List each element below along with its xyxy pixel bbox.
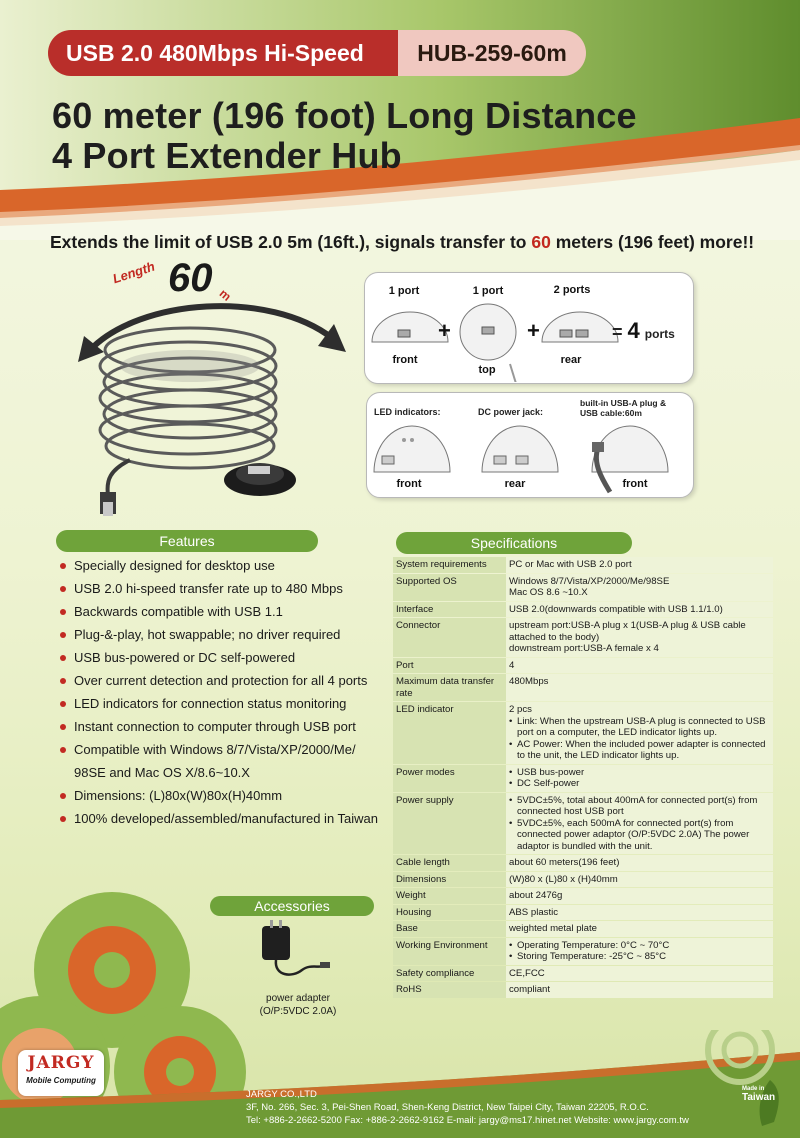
spec-value-line: downstream port:USB-A female x 4: [509, 643, 659, 654]
power-adapter-image: [252, 920, 332, 984]
spec-value: [506, 921, 773, 937]
spec-value: [506, 793, 773, 855]
spec-row: [393, 793, 773, 855]
spec-value-line: compliant: [509, 984, 551, 995]
product-line-badge: USB 2.0 480Mbps Hi-Speed: [48, 30, 400, 76]
title-line-1: 60 meter (196 foot) Long Distance: [52, 95, 637, 136]
spec-row: [393, 618, 773, 657]
jargy-logo: [18, 1050, 104, 1096]
spec-bullet: • USB bus-power: [509, 767, 770, 779]
spec-row: [393, 557, 773, 573]
spec-value: [506, 658, 773, 674]
ports-total: [612, 318, 675, 344]
spec-row: [393, 888, 773, 904]
spec-row: [393, 905, 773, 921]
dc-jack-caption: DC power jack:: [478, 407, 544, 417]
feature-item: Specially designed for desktop use: [58, 554, 388, 577]
feature-item: Over current detection and protection for all 4 ports: [58, 669, 388, 692]
spec-row: [393, 702, 773, 764]
features-list: [58, 554, 388, 830]
made-in-taiwan-badge: [742, 1086, 775, 1103]
feature-item: 100% developed/assembled/manufactured in Taiwan: [58, 807, 388, 830]
equals-sign: =: [612, 322, 623, 342]
feature-item: Plug-&-play, hot swappable; no driver required: [58, 623, 388, 646]
spec-bullet: • DC Self-power: [509, 778, 770, 790]
spec-value: [506, 702, 773, 764]
usb-plug-caption-line-1: built-in USB-A plug &: [580, 398, 667, 408]
spec-value: [506, 765, 773, 792]
model-number-badge: HUB-259-60m: [398, 30, 586, 76]
spec-row: [393, 872, 773, 888]
spec-row: [393, 982, 773, 998]
spec-bullet: • 5VDC±5%, each 500mA for connected port(s) from connected power adaptor (O/P:5VDC 2.0A) The power adaptor is bundled with the unit.: [509, 818, 770, 853]
company-name: JARGY CO.,LTD: [246, 1089, 317, 1100]
cable-reel-image: [70, 280, 360, 520]
spec-value: [506, 938, 773, 965]
spec-key: LED indicator: [393, 702, 506, 764]
subtitle: [50, 232, 754, 253]
feature-item: USB bus-powered or DC self-powered: [58, 646, 388, 669]
spec-key: Port: [393, 658, 506, 674]
spec-value: [506, 982, 773, 998]
specifications-table: [393, 556, 773, 999]
length-label: Length: [110, 258, 157, 287]
plus-sign-2: +: [527, 318, 540, 343]
spec-value-line: Mac OS 8.6 ~10.X: [509, 587, 588, 598]
spec-value: [506, 574, 773, 601]
company-contact: Tel: +886-2-2662-5200 Fax: +886-2-2662-9162 E-mail: jargy@ms17.hinet.net Website: www.jargy.com.tw: [246, 1115, 689, 1126]
spec-key: Cable length: [393, 855, 506, 871]
spec-row: [393, 921, 773, 937]
feature-item: Compatible with Windows 8/7/Vista/XP/2000/Me/ 98SE and Mac OS X/8.6~10.X: [58, 738, 388, 784]
spec-bullet: • 5VDC±5%, total about 400mA for connected port(s) from connected host USB port: [509, 795, 770, 818]
spec-row: [393, 855, 773, 871]
length-unit: m: [216, 286, 234, 304]
spec-bullet: • AC Power: When the included power adapter is connected to the unit, the LED indicator lights up.: [509, 739, 770, 762]
spec-key: System requirements: [393, 557, 506, 573]
features-heading: Features: [56, 530, 318, 552]
spec-value-line: weighted metal plate: [509, 923, 597, 934]
company-address: 3F, No. 266, Sec. 3, Pei-Shen Road, Shen-Keng District, New Taipei City, Taiwan 22205, R.O.C.: [246, 1102, 649, 1113]
spec-value: [506, 888, 773, 904]
spec-value-line: CE,FCC: [509, 967, 545, 979]
feature-view-front-2: front: [622, 478, 648, 490]
spec-key: Power modes: [393, 765, 506, 792]
length-value: 60: [168, 256, 213, 300]
spec-value-line: upstream port:USB-A plug x 1(USB-A plug & USB cable attached to the body): [509, 620, 746, 643]
feature-view-front: front: [396, 478, 422, 490]
spec-row: [393, 674, 773, 701]
spec-value-line: PC or Mac with USB 2.0 port: [509, 559, 632, 570]
spec-value-line: 2 pcs: [509, 704, 532, 715]
spec-key: Working Environment: [393, 938, 506, 965]
spec-value-line: 480Mbps: [509, 676, 549, 687]
spec-value-line: USB 2.0(downwards compatible with USB 1.1/1.0): [509, 603, 723, 615]
spec-row: [393, 938, 773, 965]
spec-key: Dimensions: [393, 872, 506, 888]
feature-item: Dimensions: (L)80x(W)80x(H)40mm: [58, 784, 388, 807]
spec-key: Interface: [393, 602, 506, 618]
feature-view-rear: rear: [504, 478, 526, 490]
spec-row: [393, 658, 773, 674]
ports-rear-count: 2 ports: [553, 284, 591, 296]
subtitle-highlight: 60: [531, 232, 551, 252]
ports-front-count: 1 port: [388, 285, 420, 297]
title-line-2: 4 Port Extender Hub: [52, 135, 402, 176]
spec-row: [393, 574, 773, 601]
accessory-caption-line-1: power adapter: [266, 993, 330, 1004]
spec-bullet: • Link: When the upstream USB-A plug is connected to USB port on a computer, the LED indicator lights up.: [509, 716, 770, 739]
spec-value-line: about 2476g: [509, 890, 563, 901]
accessory-caption-line-2: (O/P:5VDC 2.0A): [259, 1006, 337, 1017]
made-in-label: Made in: [742, 1086, 765, 1092]
spec-value-line: about 60 meters(196 feet): [509, 857, 620, 868]
spec-value-line: (W)80 x (L)80 x (H)40mm: [509, 873, 618, 885]
logo-tagline: Mobile Computing: [26, 1076, 96, 1085]
subtitle-part-2: meters (196 feet) more!!: [550, 232, 755, 252]
view-rear: rear: [560, 354, 582, 366]
feature-item: Backwards compatible with USB 1.1: [58, 600, 388, 623]
feature-item: LED indicators for connection status monitoring: [58, 692, 388, 715]
spec-row: [393, 966, 773, 982]
spec-key: Supported OS: [393, 574, 506, 601]
ports-total-suffix: ports: [644, 327, 675, 341]
spec-value-line: Windows 8/7/Vista/XP/2000/Me/98SE: [509, 575, 670, 587]
spec-row: [393, 765, 773, 792]
spec-key: Housing: [393, 905, 506, 921]
spec-value: [506, 557, 773, 573]
specifications-heading: Specifications: [396, 532, 632, 554]
spec-value: [506, 674, 773, 701]
spec-value-line: 4: [509, 659, 515, 671]
view-front: front: [392, 354, 418, 366]
ports-total-value: 4: [627, 318, 640, 343]
spec-row: [393, 602, 773, 618]
spec-key: Safety compliance: [393, 966, 506, 982]
logo-wordmark: JARGY: [27, 1053, 95, 1073]
spec-key: RoHS: [393, 982, 506, 998]
page-title: [52, 96, 637, 176]
accessories-heading: Accessories: [210, 896, 374, 916]
spec-value: [506, 618, 773, 657]
spec-value: [506, 855, 773, 871]
spec-key: Connector: [393, 618, 506, 657]
usb-plug-caption-line-2: USB cable:60m: [580, 408, 642, 418]
ports-top-count: 1 port: [472, 285, 504, 297]
spec-value-line: ABS plastic: [509, 906, 559, 918]
spec-value: [506, 872, 773, 888]
spec-bullet: • Operating Temperature: 0°C ~ 70°C: [509, 940, 770, 952]
spec-value: [506, 905, 773, 921]
spec-key: Weight: [393, 888, 506, 904]
company-footer: [246, 1088, 689, 1127]
plus-sign-1: +: [438, 318, 451, 343]
spec-key: Base: [393, 921, 506, 937]
spec-bullet: • Storing Temperature: -25°C ~ 85°C: [509, 951, 770, 963]
spec-key: Power supply: [393, 793, 506, 855]
feature-item: USB 2.0 hi-speed transfer rate up to 480 Mbps: [58, 577, 388, 600]
view-top: top: [478, 364, 496, 376]
led-caption: LED indicators:: [374, 407, 441, 417]
spec-value: [506, 602, 773, 618]
spec-key: Maximum data transfer rate: [393, 674, 506, 701]
feature-item: Instant connection to computer through USB port: [58, 715, 388, 738]
made-in-country: Taiwan: [742, 1092, 776, 1103]
spec-value: [506, 966, 773, 982]
subtitle-part-1: Extends the limit of USB 2.0 5m (16ft.), signals transfer to: [50, 232, 532, 252]
